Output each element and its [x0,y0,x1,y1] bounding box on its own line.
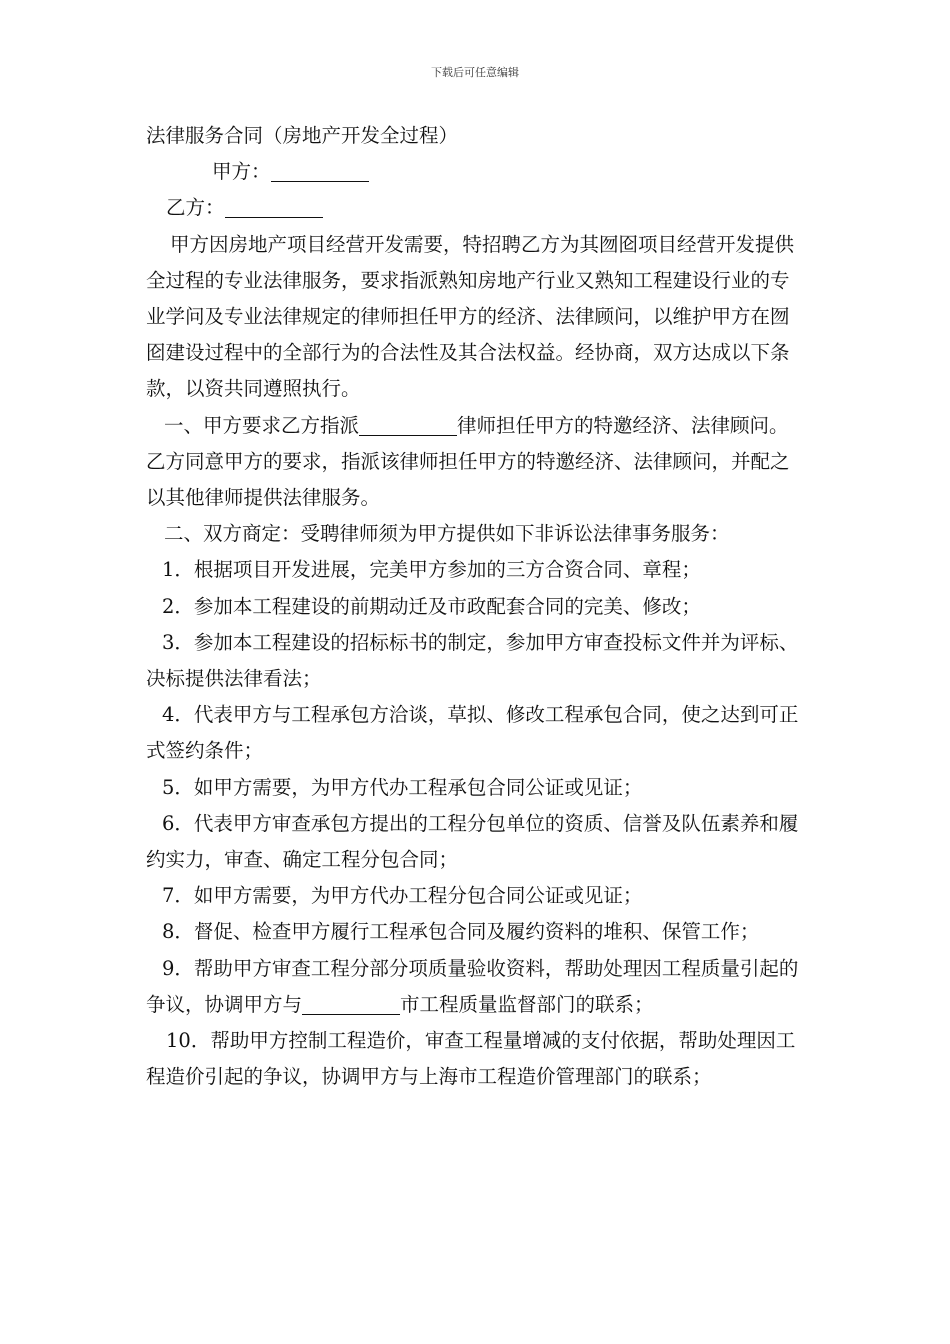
lawyer-name-blank [359,411,457,436]
list-item-4: 4．代表甲方与工程承包方洽谈，草拟、修改工程承包合同，使之达到可正式签约条件； [146,703,799,763]
intro-paragraph: 甲方因房地产项目经营开发需要，特招聘乙方为其囫囵项目经营开发提供全过程的专业法律服务，要求指派熟知房地产行业又熟知工程建设行业的专业学问及专业法律规定的律师担任甲方的经济、法律顾问，以维护甲方在囫囵建设过程中的全部行为的合法性及其合法权益。经协商，双方达成以下条款，以资共同遵照执行。 [146,232,795,401]
list-item-6: 6．代表甲方审查承包方提出的工程分包单位的资质、信誉及队伍素养和履约实力，审查、确定工程分包合同； [146,811,799,872]
list-item-1: 1．根据项目开发进展，完美甲方参加的三方合资合同、章程； [162,558,701,582]
party-b-blank [225,193,323,218]
party-b-line [146,190,808,226]
list-item-8: 8．督促、检查甲方履行工程承包合同及履约资料的堆积、保管工作； [162,920,760,944]
clause-1 [146,408,808,517]
list-item-2: 2．参加本工程建设的前期动迁及市政配套合同的完美、修改； [162,594,701,618]
city-blank [302,990,400,1015]
party-a-blank [271,157,369,182]
list-item-7: 7．如甲方需要，为甲方代办工程分包合同公证或见证； [162,884,643,908]
party-a-label: 甲方： [212,160,271,184]
list-item-9-part-b: 市工程质量监督部门的联系； [400,992,654,1016]
list-item-5: 5．如甲方需要，为甲方代办工程承包合同公证或见证； [162,775,643,799]
document-body [146,118,808,1095]
list-item-9-part-a: 9．帮助甲方审查工程分部分项质量验收资料，帮助处理因工程质量引起的争议，协调甲方与 [146,956,799,1016]
clause-1-part-a: 一、甲方要求乙方指派 [164,413,360,437]
party-b-label: 乙方： [166,196,225,220]
document-title: 法律服务合同（房地产开发全过程） [146,124,459,147]
list-item-3: 3．参加本工程建设的招标标书的制定，参加甲方审查投标文件并为评标、决标提供法律看法； [146,630,799,691]
list-item-9 [146,951,808,1023]
page-header: 下载后可任意编辑 [431,66,519,79]
clause-2: 二、双方商定：受聘律师须为甲方提供如下非诉讼法律事务服务： [164,522,730,546]
list-item-10: 10．帮助甲方控制工程造价，审查工程量增减的支付依据，帮助处理因工程造价引起的争议，协调甲方与上海市工程造价管理部门的联系； [146,1029,796,1089]
party-a-line [146,154,808,190]
clause-1-part-b: 律师担任甲方的特邀经济、法律顾问。乙方同意甲方的要求，指派该律师担任甲方的特邀经济、法律顾问，并配之以其他律师提供法律服务。 [146,413,790,510]
